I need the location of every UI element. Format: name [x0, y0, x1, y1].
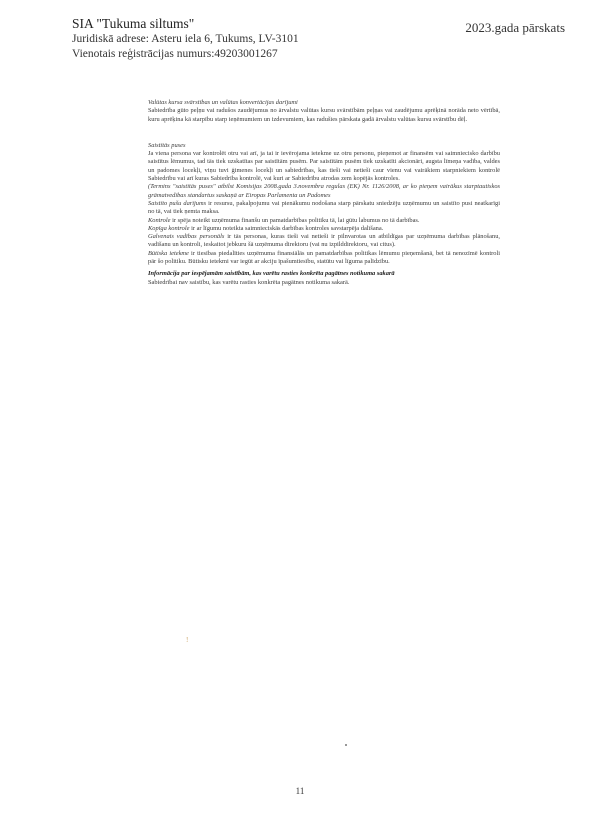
- definition-related-transaction: ir resursu, pakalpojumu vai pienākumu nodošana starp pārskatu sniedzēju uzņēmumu un saistīto pusi neatkarīgi no tā, vai tiek ņemta maksa.: [148, 199, 500, 216]
- document-header: [72, 16, 299, 62]
- registration-number: Vienotais reģistrācijas numurs:49203001267: [72, 48, 278, 60]
- term-joint-control: Kopīga kontrole: [148, 224, 190, 232]
- definition-control: ir spēja noteikt uzņēmuma finanšu un pamatdarbības politiku tā, lai gūtu labumus no tā darbības.: [170, 216, 420, 224]
- related-parties-paragraph-1: Ja viena persona var kontrolēt otru vai arī, ja tai ir ievērojama ietekme uz otru personu, pieņemot ar finansēm vai saimniecisko darbību saistītus lēmumus, tad tās tiek uzskatītas par saistītām pusēm. Par saistītām pusēm tiek uzskatīti akcionāri, augsta līmeņa vadība, valdes un padomes locekļi, viņu tuvi ģimenes locekļi un sabiedrības, kas tieši vai netieši caur vienu vai vairākiem starpniekiem kontrolē Sabiedrību vai arī kuras Sabiedrība kontrolē, vai kuri ar Sabiedrību atrodas zem kopējās kontroles.: [148, 150, 500, 183]
- related-parties-paragraph-2: (Termins "saistītās puses" atbilst Komisijas 2008.gada 3.novembra regulas (EK) Nr. 1126/2008, ar ko pieņem vairākus starptautiskos grāmatvedības standartus saskaņā ar Eiropas Parlamenta un Padomes: [148, 183, 500, 199]
- document-body: [148, 99, 500, 287]
- related-parties-title: Saistītās puses: [148, 141, 186, 149]
- contingent-section-text: Sabiedrībai nav saistību, kas varētu rasties konkrēta pagātnes notikuma sakarā.: [148, 278, 350, 286]
- definition-key-management: ir tās personas, kuras tieši vai netieši ir pilnvarotas un atbildīgas par uzņēmuma darbības plānošanu, vadīšanu un kontroli, ieskaitot jebkuru šā uzņēmuma direktoru (vai nu izpilddirektoru, vai citus).: [148, 233, 500, 249]
- related-parties-paragraph-5: [148, 225, 500, 233]
- page-number: 11: [295, 786, 305, 796]
- report-title: 2023.gada pārskats: [465, 20, 565, 35]
- definition-joint-control: ir ar līgumu noteikta saimnieciskās darbības kontroles savstarpēja dalīšana.: [189, 224, 384, 232]
- term-significant-influence: Būtiska ietekme: [148, 249, 189, 257]
- legal-address: Juridiskā adrese: Asteru iela 6, Tukums, LV-3101: [72, 33, 299, 45]
- scan-artifact: ǃ: [186, 636, 189, 644]
- related-parties-paragraph-7: [148, 250, 500, 267]
- currency-section-title: Valūtas kursa svārstības un valūtas konvertācijas darījumi: [148, 99, 298, 106]
- term-control: Kontrole: [148, 216, 171, 224]
- contingent-section-title: Informācija par iespējamām saistībām, kas varētu rasties konkrēta pagātnes notikuma sakarā: [148, 270, 395, 278]
- currency-section-text: Sabiedrība gūto peļņu vai radušos zaudējumus no ārvalstu valūtas kursu svārstībām peļņas vai zaudējumu aprēķinā norāda neto vērtībā, kuru aprēķina kā starpību starp ieņēmumiem un izdevumiem, kas radušies pārskata gadā ārvalstu valūtas kursu svārstību dēļ.: [148, 107, 500, 123]
- definition-significant-influence: ir tiesības piedalīties uzņēmuma finansiālās un pamatdarbības politikas lēmumu pieņemšanā, bet tā nenozīmē kontroli pār šo politiku. Būtisku ietekmi var iegūt ar akciju īpašumtiesību, statūtu vai līguma palīdzību.: [148, 249, 500, 266]
- related-parties-paragraph-3: [148, 200, 500, 217]
- scan-artifact: [345, 744, 347, 746]
- term-related-transaction: Saistīto pušu darījums: [148, 199, 207, 207]
- related-parties-paragraph-6: [148, 233, 500, 250]
- term-key-management: Galvenais vadības personāls: [148, 233, 225, 241]
- related-parties-paragraph-4: [148, 217, 500, 225]
- spacer: [148, 124, 500, 142]
- company-name: SIA "Tukuma siltums": [72, 16, 195, 31]
